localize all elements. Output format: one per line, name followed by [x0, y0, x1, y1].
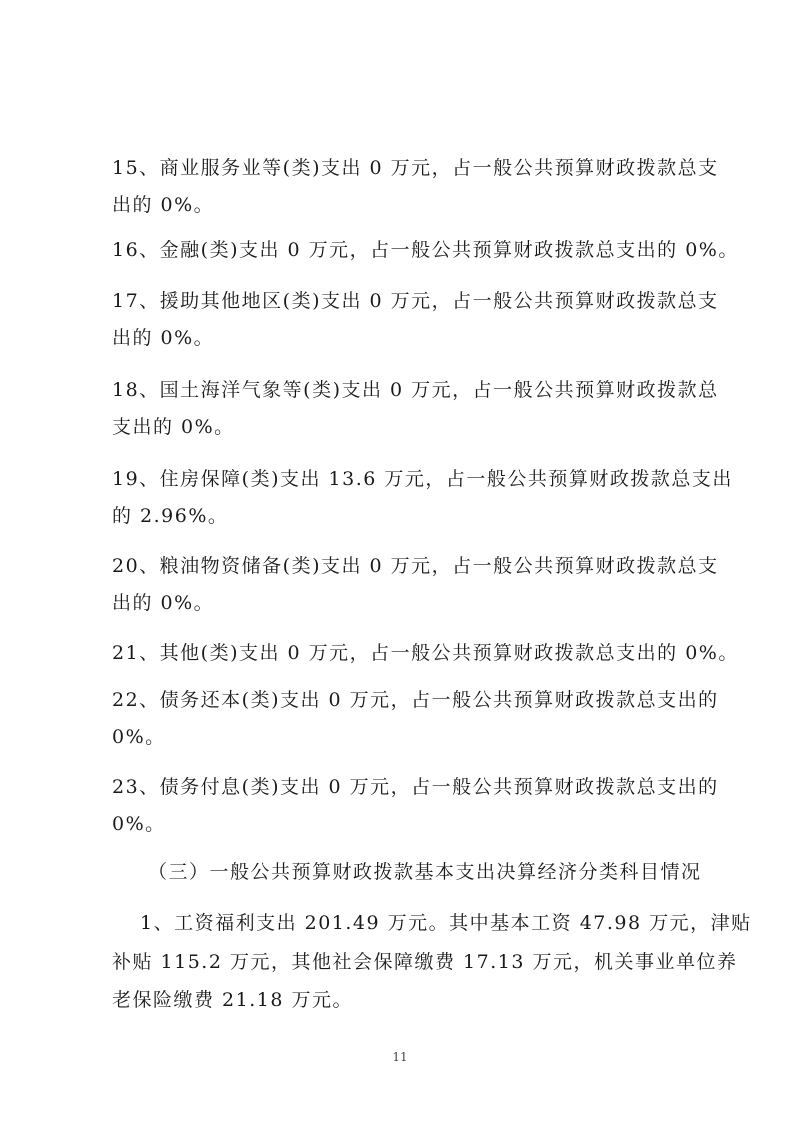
item-22-line-2: 0%。 [112, 726, 166, 748]
item-17-line-1: 17、援助其他地区(类)支出 0 万元，占一般公共预算财政拨款总支 [112, 290, 719, 312]
item-21-line-1: 21、其他(类)支出 0 万元，占一般公共预算财政拨款总支出的 0%。 [112, 642, 739, 664]
wages-line-3: 老保险缴费 21.18 万元。 [112, 989, 353, 1011]
item-19-line-2: 的 2.96%。 [112, 505, 229, 527]
item-18-line-1: 18、国土海洋气象等(类)支出 0 万元，占一般公共预算财政拨款总 [112, 379, 719, 401]
wages-line-2: 补贴 115.2 万元，其他社会保障缴费 17.13 万元，机关事业单位养 [112, 951, 738, 973]
item-17-line-2: 出的 0%。 [112, 327, 215, 349]
item-23-line-2: 0%。 [112, 813, 166, 835]
item-19-line-1: 19、住房保障(类)支出 13.6 万元，占一般公共预算财政拨款总支出 [112, 468, 733, 490]
item-15-line-2: 出的 0%。 [112, 194, 215, 216]
section-heading: （三）一般公共预算财政拨款基本支出决算经济分类科目情况 [148, 861, 702, 883]
item-20-line-1: 20、粮油物资储备(类)支出 0 万元，占一般公共预算财政拨款总支 [112, 555, 719, 577]
item-18-line-2: 支出的 0%。 [112, 416, 235, 438]
item-16-line-1: 16、金融(类)支出 0 万元，占一般公共预算财政拨款总支出的 0%。 [112, 239, 739, 261]
item-20-line-2: 出的 0%。 [112, 592, 215, 614]
item-23-line-1: 23、债务付息(类)支出 0 万元，占一般公共预算财政拨款总支出的 [112, 776, 719, 798]
item-15-line-1: 15、商业服务业等(类)支出 0 万元，占一般公共预算财政拨款总支 [112, 157, 719, 179]
page-number: 11 [392, 1050, 408, 1064]
wages-line-1: 1、工资福利支出 201.49 万元。其中基本工资 47.98 万元，津贴 [140, 912, 752, 934]
item-22-line-1: 22、债务还本(类)支出 0 万元，占一般公共预算财政拨款总支出的 [112, 689, 719, 711]
